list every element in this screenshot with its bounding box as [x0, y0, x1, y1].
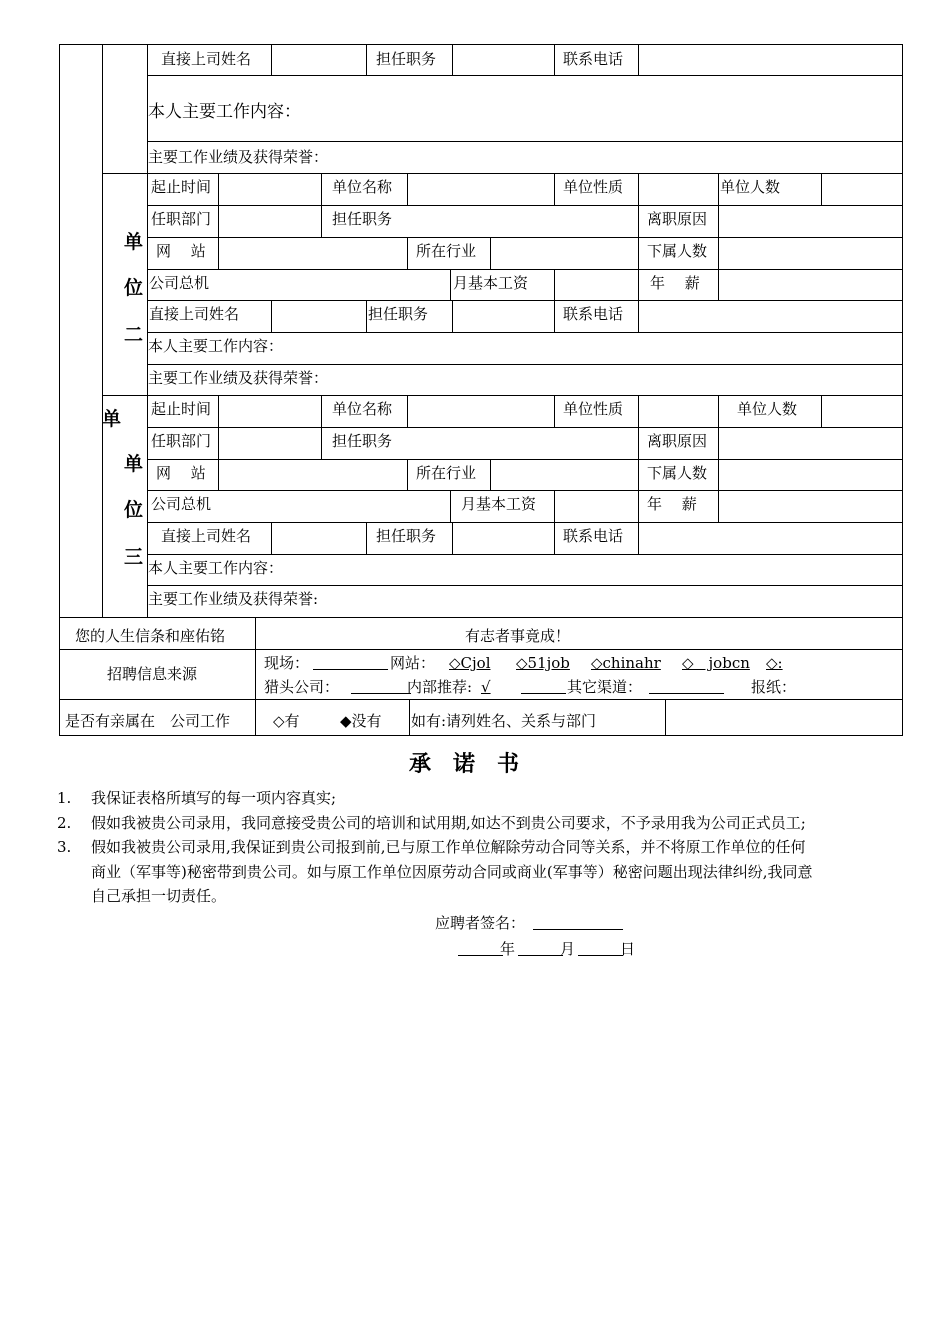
achievements-label: 主要工作业绩及获得荣誉：	[148, 148, 329, 166]
supervisor-name-label: 直接上司姓名	[161, 527, 252, 545]
onsite-blank[interactable]	[313, 653, 388, 673]
row-line	[147, 364, 903, 365]
headhunter-blank[interactable]	[351, 677, 411, 697]
option-51job[interactable]: ◇51job	[516, 654, 570, 672]
row-line	[102, 173, 903, 174]
divider	[102, 44, 103, 617]
subordinates-label: 下属人数	[647, 464, 708, 482]
divider	[147, 44, 148, 617]
department-label: 任职部门	[151, 432, 212, 450]
row-line	[147, 237, 903, 238]
row-line	[147, 490, 903, 491]
leave-reason-label: 离职原因	[647, 432, 708, 450]
newspaper-label: 报纸：	[751, 678, 797, 696]
annual-salary-label: 年 薪	[647, 495, 697, 513]
motto-value: 有志者事竟成！	[465, 627, 571, 645]
position-label: 担任职务	[376, 50, 437, 68]
source-label: 招聘信息来源	[107, 665, 198, 683]
company-nature-label: 单位性质	[563, 400, 624, 418]
switchboard-label: 公司总机	[151, 495, 212, 513]
website-label: 网 站	[156, 464, 206, 482]
pledge-item-text: 我保证表格所填写的每一项内容真实;	[91, 789, 337, 807]
main-duties-label: 本人主要工作内容：	[148, 102, 301, 122]
row-line	[59, 617, 903, 618]
period-label: 起止时间	[151, 400, 212, 418]
pledge-item-number: 1.	[57, 789, 72, 807]
period-label: 起止时间	[151, 178, 212, 196]
position-label: 担任职务	[332, 210, 393, 228]
internal-referral-check[interactable]: √	[481, 678, 491, 696]
phone-label: 联系电话	[563, 527, 624, 545]
option-other-site[interactable]: ◇:	[766, 654, 783, 672]
leave-reason-label: 离职原因	[647, 210, 708, 228]
relatives-no-option[interactable]: ◆没有	[340, 712, 382, 730]
position-label: 担任职务	[376, 527, 437, 545]
supervisor-name-label: 直接上司姓名	[149, 305, 240, 323]
subordinates-label: 下属人数	[647, 242, 708, 260]
month-field[interactable]	[518, 937, 563, 961]
work-history-form	[59, 44, 903, 736]
pledge-item-text: 假如我被贵公司录用,我保证到贵公司报到前,已与原工作单位解除劳动合同等关系，并不将原工作单位的任何	[91, 838, 806, 856]
annual-salary-label: 年 薪	[650, 274, 700, 292]
company-name-label: 单位名称	[332, 178, 393, 196]
position-label: 担任职务	[368, 305, 429, 323]
row-line	[147, 269, 903, 270]
onsite-label: 现场：	[264, 654, 310, 672]
switchboard-label: 公司总机	[149, 274, 210, 292]
row-line	[147, 554, 903, 555]
border	[902, 44, 903, 736]
year-field[interactable]	[458, 937, 503, 961]
pledge-item-text: 假如我被贵公司录用，我同意接受贵公司的培训和试用期,如达不到贵公司要求，不予录用我为公司正式员工;	[91, 814, 806, 832]
monthly-salary-label: 月基本工资	[461, 495, 537, 513]
headhunter-label: 猎头公司：	[264, 678, 340, 696]
row-line	[147, 205, 903, 206]
row-line	[147, 332, 903, 333]
row-line	[102, 395, 903, 396]
unit3-char: 单	[124, 453, 144, 475]
company-name-label: 单位名称	[332, 400, 393, 418]
unit3-char: 单	[102, 408, 122, 430]
relatives-yes-option[interactable]: ◇有	[273, 712, 300, 730]
phone-label: 联系电话	[563, 50, 624, 68]
company-nature-label: 单位性质	[563, 178, 624, 196]
row-line	[147, 585, 903, 586]
option-jobcn[interactable]: ◇ jobcn	[682, 654, 750, 672]
website-label: 网 站	[156, 242, 206, 260]
border	[59, 44, 903, 45]
achievements-label: 主要工作业绩及获得荣誉：	[148, 369, 329, 387]
border	[59, 735, 903, 736]
pledge-item-number: 2.	[57, 814, 72, 832]
border	[59, 44, 60, 736]
industry-label: 所在行业	[416, 464, 477, 482]
website-source-label: 网站：	[390, 654, 436, 672]
motto-label: 您的人生信条和座佑铭	[75, 627, 226, 645]
main-duties-label: 本人主要工作内容：	[148, 337, 284, 355]
row-line	[59, 699, 903, 700]
pledge-title: 承诺书	[408, 751, 541, 777]
achievements-label: 主要工作业绩及获得荣誉:	[148, 590, 319, 608]
day-label: 日	[620, 940, 636, 958]
row-line	[147, 75, 903, 76]
phone-label: 联系电话	[563, 305, 624, 323]
row-line	[147, 141, 903, 142]
internal-referral-blank	[521, 677, 566, 697]
pledge-item-text: 自己承担一切责任。	[91, 887, 227, 905]
pledge-item-text: 商业（军事等)秘密带到贵公司。如与原工作单位因原劳动合同或商业(军事等）秘密问题出现法律纠纷,我同意	[91, 863, 813, 881]
relatives-label: 是否有亲属在 公司工作	[65, 712, 231, 730]
option-chinahr[interactable]: ◇chinahr	[591, 654, 661, 672]
option-cjol[interactable]: ◇Cjol	[449, 654, 491, 672]
unit3-char: 位	[124, 499, 144, 521]
row-line	[59, 649, 903, 650]
monthly-salary-label: 月基本工资	[453, 274, 529, 292]
position-label: 担任职务	[332, 432, 393, 450]
row-line	[147, 300, 903, 301]
internal-referral-label: 内部推荐:	[407, 678, 473, 696]
row-line	[147, 522, 903, 523]
unit2-char: 二	[124, 324, 144, 346]
industry-label: 所在行业	[416, 242, 477, 260]
row-line	[147, 459, 903, 460]
signature-label: 应聘者签名：	[435, 914, 526, 932]
relatives-detail-label: 如有:请列姓名、关系与部门	[411, 712, 597, 730]
other-channel-blank[interactable]	[649, 677, 724, 697]
pledge-item-number: 3.	[57, 838, 72, 856]
department-label: 任职部门	[151, 210, 212, 228]
unit2-char: 单	[124, 231, 144, 253]
other-channel-label: 其它渠道：	[567, 678, 643, 696]
day-field[interactable]	[578, 937, 623, 961]
company-size-label: 单位人数	[720, 178, 781, 196]
year-label: 年	[500, 940, 516, 958]
company-size-label: 单位人数	[737, 400, 798, 418]
signature-field[interactable]	[533, 911, 623, 935]
month-label: 月	[560, 940, 576, 958]
row-line	[147, 427, 903, 428]
supervisor-name-label: 直接上司姓名	[161, 50, 252, 68]
main-duties-label: 本人主要工作内容：	[148, 559, 284, 577]
unit3-char: 三	[124, 546, 144, 568]
unit2-char: 位	[124, 277, 144, 299]
